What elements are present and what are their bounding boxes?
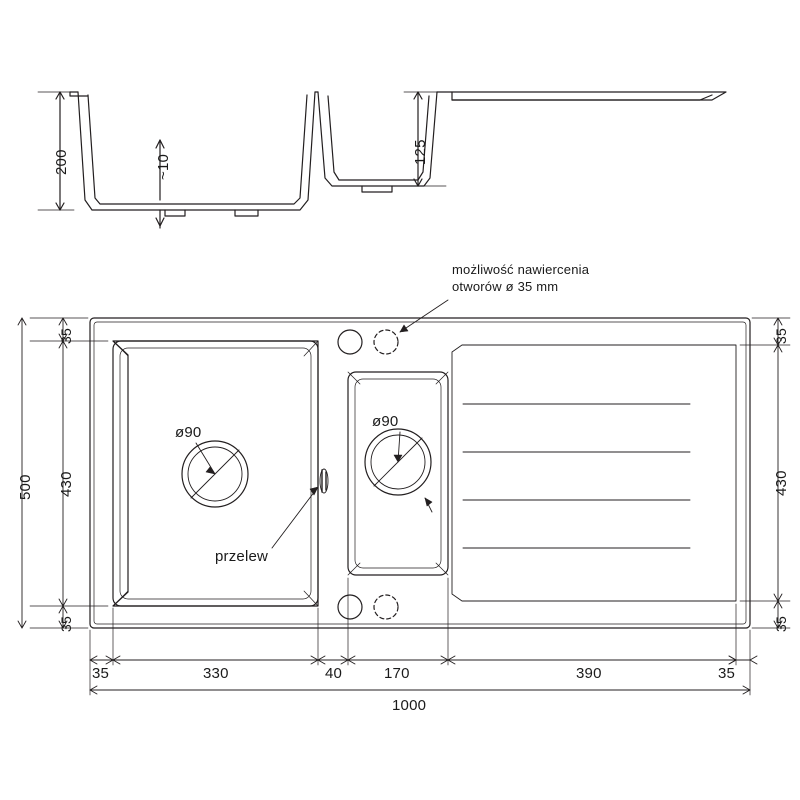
dim-label-drainer-width: 390	[576, 665, 602, 682]
dim-label-main-bowl-width: 330	[203, 665, 229, 682]
dim-label-gap-between-bowls: 40	[325, 665, 343, 682]
dim-label-overall-height: 500	[17, 474, 34, 500]
dim-label-small-bowl-width: 170	[384, 665, 410, 682]
plan-view-group	[90, 300, 750, 628]
dim-label-overall-width: 1000	[392, 697, 427, 714]
dim-label-left-margin: 35	[92, 665, 110, 682]
dim-label-top-margin-right: 35	[773, 328, 789, 344]
dim-label-drain-small: ø90	[372, 413, 399, 430]
dimension-lines-group	[18, 318, 790, 695]
dim-label-bottom-margin-right: 35	[773, 616, 789, 632]
section-view-group	[38, 92, 726, 228]
dim-label-right-margin: 35	[718, 665, 736, 682]
note-drill-holes-line1: możliwość nawiercenia	[452, 262, 590, 277]
dim-label-wall-thickness: ~10	[155, 153, 172, 180]
dim-label-bottom-margin-left: 35	[58, 616, 74, 632]
dim-label-inner-height-left: 430	[58, 471, 75, 497]
dim-label-inner-height-right: 430	[773, 470, 790, 496]
note-drill-holes-line2: otworów ø 35 mm	[452, 279, 559, 294]
dim-label-top-margin-left: 35	[58, 328, 74, 344]
dim-label-drain-main: ø90	[175, 424, 202, 441]
dim-label-depth-small-bowl: 125	[412, 139, 429, 165]
label-overflow: przelew	[215, 548, 269, 565]
dim-label-depth-main-bowl: 200	[53, 149, 70, 175]
